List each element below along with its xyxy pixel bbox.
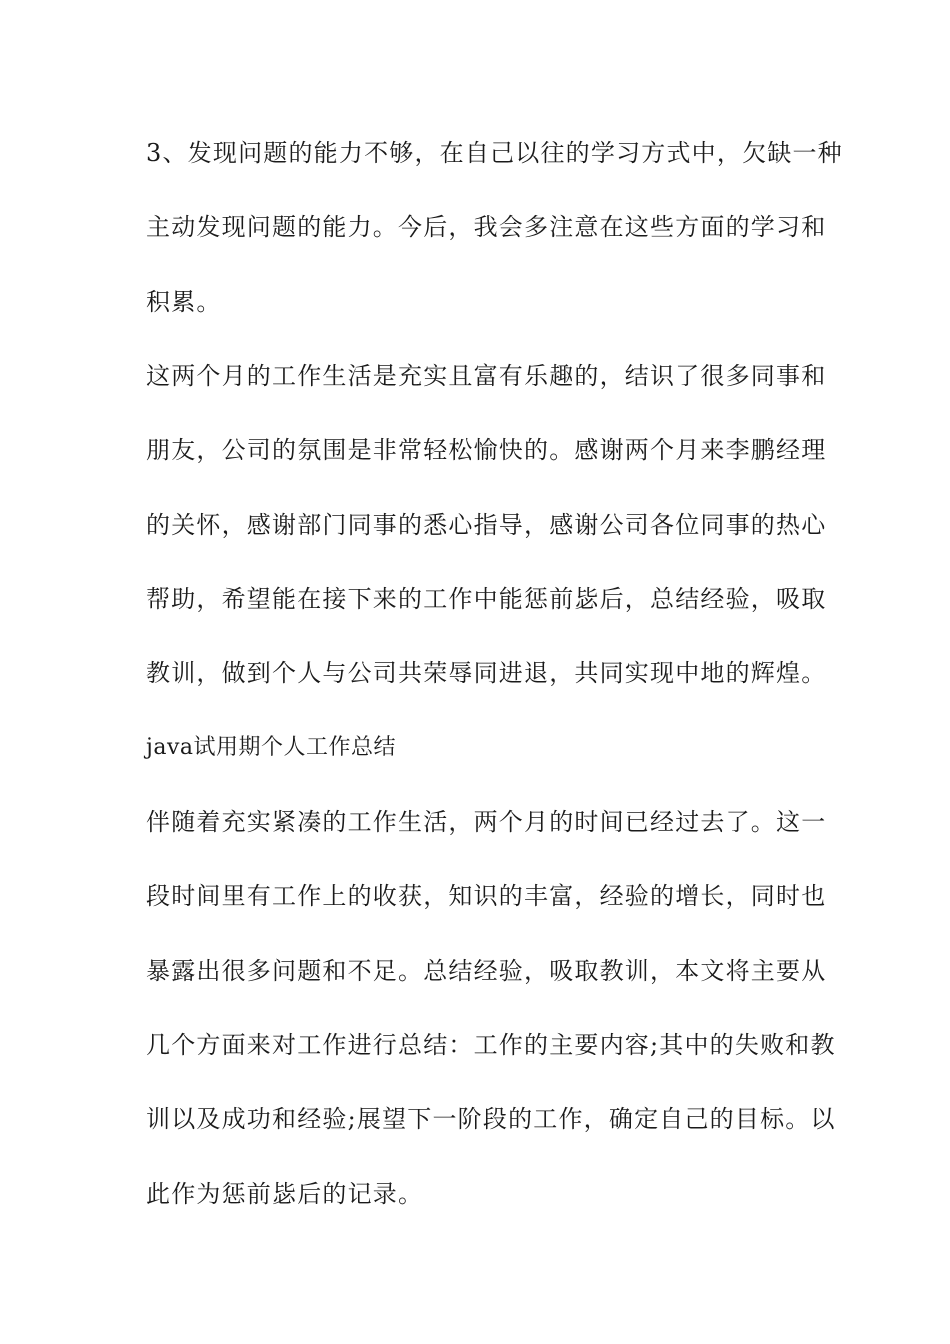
paragraph-line: 此作为惩前毖后的记录。 [146,1180,424,1208]
paragraph-line: 的关怀，感谢部门同事的悉心指导，感谢公司各位同事的热心 [146,511,827,539]
paragraph-line: 朋友，公司的氛围是非常轻松愉快的。感谢两个月来李鹏经理 [146,436,827,464]
paragraph-line: 几个方面来对工作进行总结：工作的主要内容;其中的失败和教 [146,1031,836,1059]
paragraph-line: 暴露出很多问题和不足。总结经验，吸取教训，本文将主要从 [146,957,827,985]
paragraph-line: 伴随着充实紧凑的工作生活，两个月的时间已经过去了。这一 [146,808,827,836]
paragraph-line: 训以及成功和经验;展望下一阶段的工作，确定自己的目标。以 [146,1105,836,1133]
paragraph-line: 教训，做到个人与公司共荣辱同进退，共同实现中地的辉煌。 [146,659,827,687]
paragraph-line: 这两个月的工作生活是充实且富有乐趣的，结识了很多同事和 [146,362,827,390]
paragraph-line: 主动发现问题的能力。今后，我会多注意在这些方面的学习和 [146,213,827,241]
section-heading: java试用期个人工作总结 [146,735,396,760]
paragraph-line: 积累。 [146,288,222,316]
paragraph-line: 帮助，希望能在接下来的工作中能惩前毖后，总结经验，吸取 [146,585,827,613]
paragraph-line: 段时间里有工作上的收获，知识的丰富，经验的增长，同时也 [146,882,827,910]
paragraph-line: 3、发现问题的能力不够，在自己以往的学习方式中，欠缺一种 [146,139,843,167]
